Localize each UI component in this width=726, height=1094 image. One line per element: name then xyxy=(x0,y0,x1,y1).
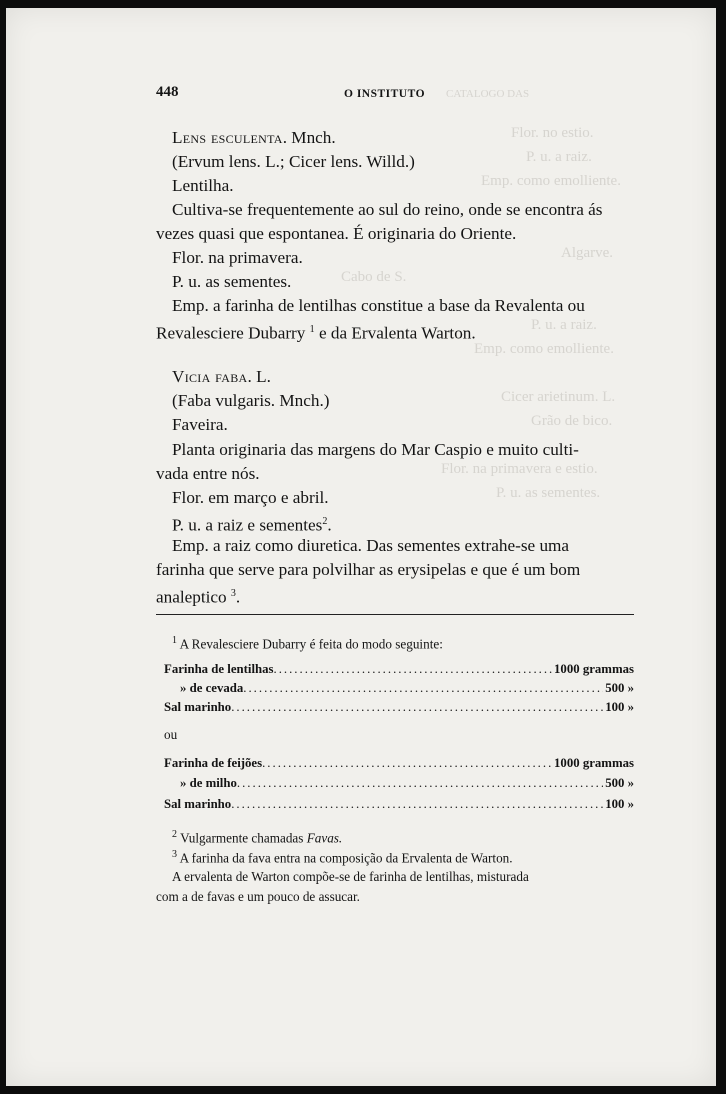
recipe-label: Sal marinho xyxy=(164,797,232,811)
cultivation-line: Cultiva-se frequentemente ao sul do reino, onde se encontra ás xyxy=(172,200,603,219)
synonyms: (Faba vulgaris. Mnch.) xyxy=(172,391,330,410)
recipe-label: » de cevada xyxy=(180,681,244,695)
recipe-label: Sal marinho xyxy=(164,700,232,714)
recipe-row xyxy=(164,662,634,677)
bleed-through-text: Grão de bico. xyxy=(531,413,613,429)
species-heading xyxy=(172,126,336,150)
common-name: Faveira. xyxy=(172,415,228,434)
footnote-ref: 3 xyxy=(230,588,236,599)
recipe-or: ou xyxy=(164,727,178,742)
bleed-through-text: P. u. a raiz. xyxy=(526,149,592,165)
footnote-text: A farinha da fava entra na composição da Ervalenta de Warton. xyxy=(179,850,513,866)
recipe-value: 100 » xyxy=(605,700,634,714)
use-line xyxy=(156,318,476,346)
bleed-through-text: Flor. no estio. xyxy=(511,125,594,141)
synonyms: (Ervum lens. L.; Cicer lens. Willd.) xyxy=(172,152,415,171)
recipe-row xyxy=(164,700,634,715)
use-text: analeptico xyxy=(156,587,227,607)
bleed-through-text: Emp. como emolliente. xyxy=(474,341,614,357)
recipe-value: 1000 grammas xyxy=(554,662,634,676)
bleed-through-text: CATALOGO DAS xyxy=(446,88,530,100)
flowering: Flor. em março e abril. xyxy=(172,488,329,507)
running-title: O INSTITUTO xyxy=(344,88,426,100)
recipe-row xyxy=(164,797,634,812)
flowering: Flor. na primavera. xyxy=(172,248,303,267)
species-name: Vicia faba xyxy=(172,367,248,386)
recipe-value: 500 » xyxy=(605,681,634,695)
footnote-2 xyxy=(172,826,342,846)
use-line: Emp. a farinha de lentilhas constitue a base da Revalenta ou xyxy=(172,296,585,315)
footnote-divider xyxy=(156,614,634,615)
species-heading xyxy=(172,365,271,389)
recipe-value: 500 » xyxy=(605,776,634,790)
cultivation-line: vada entre nós. xyxy=(156,464,260,483)
use-line: Emp. a raiz como diuretica. Das sementes extrahe-se uma xyxy=(172,536,570,555)
leader-dots xyxy=(243,681,603,696)
bleed-through-text: Algarve. xyxy=(561,245,614,261)
footnote-ref: 2 xyxy=(322,516,328,527)
leader-dots xyxy=(237,776,603,791)
recipe-value: 100 » xyxy=(605,797,634,811)
leader-dots xyxy=(231,700,603,715)
footnote-marker: 2 xyxy=(172,829,177,840)
footnote-ref: 1 xyxy=(309,324,315,335)
leader-dots xyxy=(262,756,552,771)
footnote-1 xyxy=(172,632,443,652)
bleed-through-text: P. u. a raiz. xyxy=(531,317,597,333)
use-text: Revalesciere Dubarry xyxy=(156,323,306,343)
recipe-label: Farinha de feijões xyxy=(164,756,263,770)
species-name: Lens esculenta xyxy=(172,128,283,147)
common-name: Lentilha. xyxy=(172,176,234,195)
recipe-row xyxy=(164,681,634,696)
footnote-text: A Revalesciere Dubarry é feita do modo seguinte: xyxy=(179,636,443,652)
parts-used: P. u. as sementes. xyxy=(172,272,292,291)
use-text: e da Ervalenta Warton. xyxy=(314,323,476,343)
leader-dots xyxy=(231,797,603,812)
parts-used: P. u. a raiz e sementes$^2$. xyxy=(172,515,332,535)
bleed-through-text: P. u. as sementes. xyxy=(496,485,601,501)
cultivation-line: Planta originaria das margens do Mar Caspio e muito culti- xyxy=(172,440,579,459)
recipe-label: Farinha de lentilhas xyxy=(164,662,274,676)
bleed-through-text: Emp. como emolliente. xyxy=(481,173,621,189)
bleed-through-text: Flor. na primavera e estio. xyxy=(441,461,598,477)
use-line xyxy=(156,582,240,610)
bleed-through-text: Cabo de S. xyxy=(341,269,407,285)
footnote-italic: Favas. xyxy=(306,830,343,846)
recipe-row xyxy=(164,756,634,771)
use-line: farinha que serve para polvilhar as erysipelas e que é um bom xyxy=(156,560,581,579)
footnote-marker: 3 xyxy=(172,849,177,860)
use-text: . xyxy=(235,587,241,607)
leader-dots xyxy=(274,662,553,677)
recipe-label: » de milho xyxy=(180,776,237,790)
recipe-value: 1000 grammas xyxy=(554,756,634,770)
footnote-text-line: A ervalenta de Warton compõe-se de farinha de lentilhas, misturada xyxy=(172,869,529,884)
footnote-text: Vulgarmente chamadas xyxy=(180,830,307,846)
footnote-3 xyxy=(172,846,513,866)
bleed-through-text: Cicer arietinum. L. xyxy=(501,389,616,405)
parts-used-text: P. u. a raiz e sementes xyxy=(172,515,323,535)
page-number: 448 xyxy=(156,84,179,100)
footnote-marker: 1 xyxy=(172,635,177,646)
recipe-row xyxy=(164,776,634,791)
species-authority: . L. xyxy=(247,367,271,386)
book-page xyxy=(6,8,716,1086)
footnote-text-line: com a de favas e um pouco de assucar. xyxy=(156,889,360,904)
species-authority: . Mnch. xyxy=(282,128,336,147)
cultivation-line: vezes quasi que espontanea. É originaria do Oriente. xyxy=(156,224,517,243)
